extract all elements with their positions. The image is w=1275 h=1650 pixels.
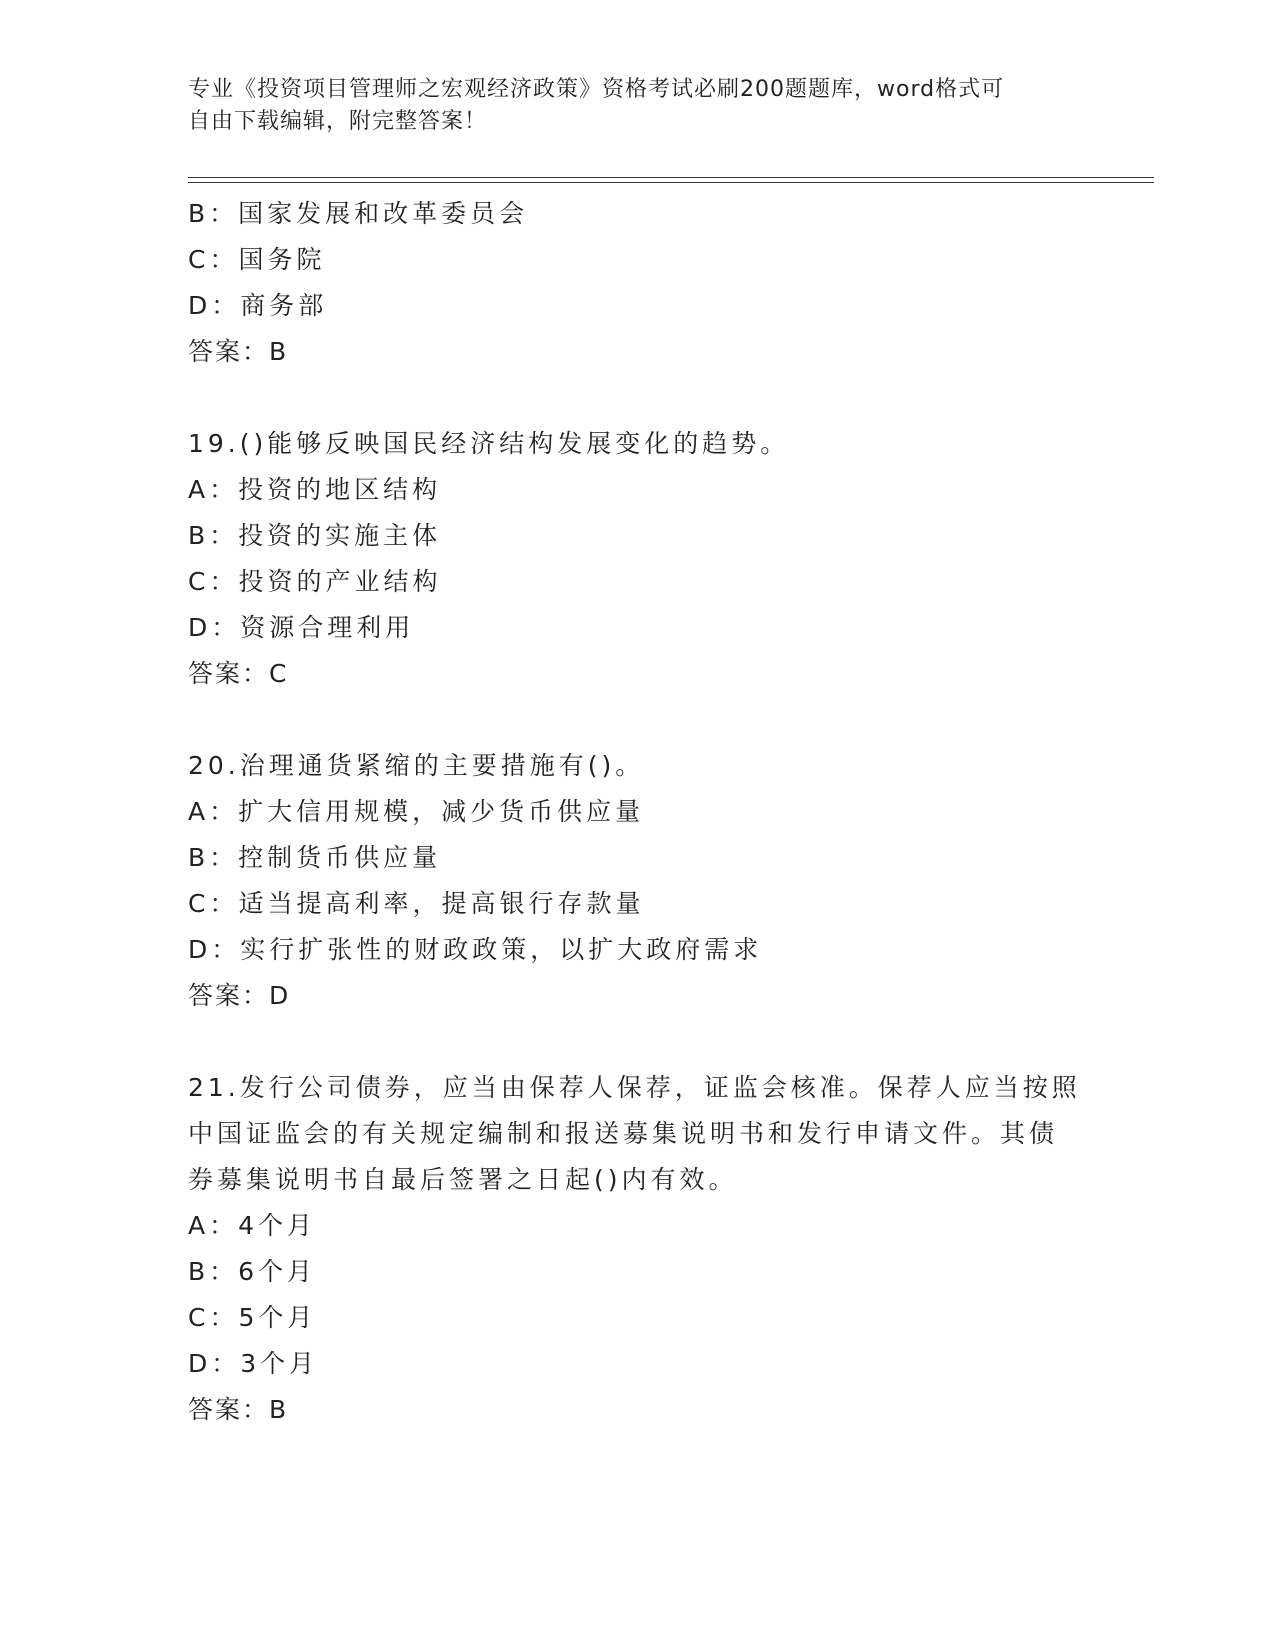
spacer [188, 697, 1088, 743]
question-list [188, 191, 1088, 1433]
question-text-line-3: 券募集说明书自最后签署之日起()内有效。 [188, 1165, 738, 1194]
option-b: B：控制货币供应量 [188, 843, 442, 872]
header-line-2: 自由下载编辑，附完整答案！ [188, 109, 488, 134]
option-d: D：实行扩张性的财政政策，以扩大政府需求 [188, 935, 763, 964]
option-b: B：投资的实施主体 [188, 521, 442, 550]
option-d: D：3个月 [188, 1349, 319, 1378]
option-c: C：国务院 [188, 245, 326, 274]
option-d: D：资源合理利用 [188, 613, 415, 642]
question-19 [188, 421, 1088, 697]
option-a: A：投资的地区结构 [188, 475, 442, 504]
header-divider-bottom [188, 182, 1154, 183]
spacer [188, 1019, 1088, 1065]
header-line-1: 专业《投资项目管理师之宏观经济政策》资格考试必刷200题题库，word格式可 [188, 77, 1005, 102]
question-text: 20.治理通货紧缩的主要措施有()。 [188, 751, 645, 780]
option-c: C：投资的产业结构 [188, 567, 442, 596]
question-18 [188, 191, 1088, 375]
header-divider-top [188, 177, 1154, 178]
option-d: D：商务部 [188, 291, 328, 320]
option-c: C：5个月 [188, 1303, 317, 1332]
answer: 答案：C [188, 659, 289, 688]
question-21 [188, 1065, 1088, 1433]
question-20 [188, 743, 1088, 1019]
answer: 答案：B [188, 337, 289, 366]
question-text-line-2: 中国证监会的有关规定编制和报送募集说明书和发行申请文件。其债 [188, 1119, 1059, 1148]
spacer [188, 375, 1088, 421]
option-b: B：国家发展和改革委员会 [188, 199, 529, 228]
question-text: 19.()能够反映国民经济结构发展变化的趋势。 [188, 429, 790, 458]
option-b: B：6个月 [188, 1257, 317, 1286]
question-text-line-1: 21.发行公司债券，应当由保荐人保荐，证监会核准。保荐人应当按照 [188, 1073, 1081, 1102]
option-c: C：适当提高利率，提高银行存款量 [188, 889, 645, 918]
answer: 答案：D [188, 981, 291, 1010]
document-header [188, 74, 1088, 138]
option-a: A：扩大信用规模，减少货币供应量 [188, 797, 645, 826]
answer: 答案：B [188, 1395, 289, 1424]
option-a: A：4个月 [188, 1211, 317, 1240]
